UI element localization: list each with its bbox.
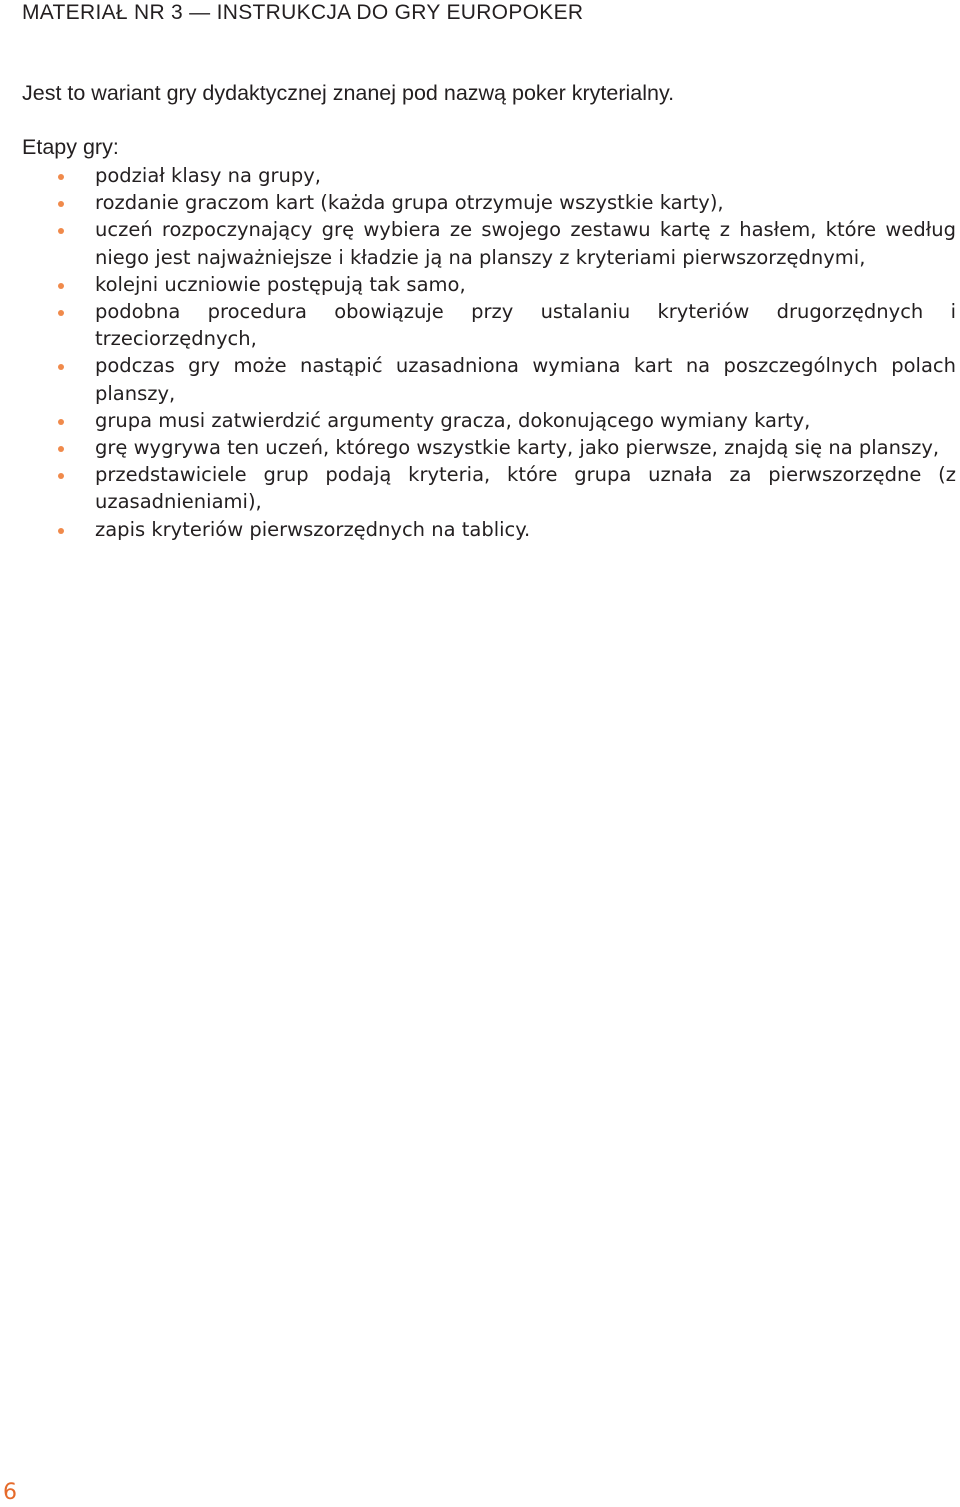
list-item-text: podobna procedura obowiązuje przy ustalaniu kryteriów drugorzędnych i trzeciorzędnych, xyxy=(95,300,956,351)
page-title: MATERIAŁ NR 3 — INSTRUKCJA DO GRY EUROPOKER xyxy=(22,1,584,24)
list-item xyxy=(0,516,960,543)
list-item xyxy=(0,407,960,434)
list-item xyxy=(0,271,960,298)
list-item xyxy=(0,162,960,189)
bullet-icon xyxy=(58,473,64,479)
list-item-text: podczas gry może nastąpić uzasadniona wymiana kart na poszczególnych polach planszy, xyxy=(95,354,956,405)
list-item-text: uczeń rozpoczynający grę wybiera ze swojego zestawu kartę z hasłem, które według niego jest najważniejsze i kładzie ją na planszy z kryteriami pierwszorzędnymi, xyxy=(95,218,956,269)
stages-heading: Etapy gry: xyxy=(22,135,119,159)
bullet-icon xyxy=(58,528,64,534)
list-item-text: zapis kryteriów pierwszorzędnych na tablicy. xyxy=(95,517,531,541)
list-item-text: rozdanie graczom kart (każda grupa otrzymuje wszystkie karty), xyxy=(95,191,724,215)
list-item-text: kolejni uczniowie postępują tak samo, xyxy=(95,272,466,296)
intro-paragraph: Jest to wariant gry dydaktycznej znanej pod nazwą poker kryterialny. xyxy=(22,81,675,105)
list-item xyxy=(0,434,960,461)
list-item xyxy=(0,189,960,216)
list-item-text: grę wygrywa ten uczeń, którego wszystkie karty, jako pierwsze, znajdą się na planszy, xyxy=(95,436,940,460)
bullet-icon xyxy=(58,283,64,289)
bullet-icon xyxy=(58,310,64,316)
bullet-icon xyxy=(58,446,64,452)
list-item xyxy=(0,461,960,515)
bullet-icon xyxy=(58,201,64,207)
stage-list xyxy=(0,162,960,543)
list-item-text: podział klasy na grupy, xyxy=(95,164,321,187)
list-item xyxy=(0,352,960,406)
bullet-icon xyxy=(58,174,64,180)
list-item xyxy=(0,298,960,352)
bullet-icon xyxy=(58,419,64,425)
list-item xyxy=(0,216,960,270)
list-item-text: przedstawiciele grup podają kryteria, które grupa uznała za pierwszorzędne (z uzasadnieniami), xyxy=(95,463,956,514)
page-number: 6 xyxy=(3,1480,17,1505)
bullet-icon xyxy=(58,364,64,370)
bullet-icon xyxy=(58,228,64,234)
list-item-text: grupa musi zatwierdzić argumenty gracza, dokonującego wymiany karty, xyxy=(95,408,811,432)
